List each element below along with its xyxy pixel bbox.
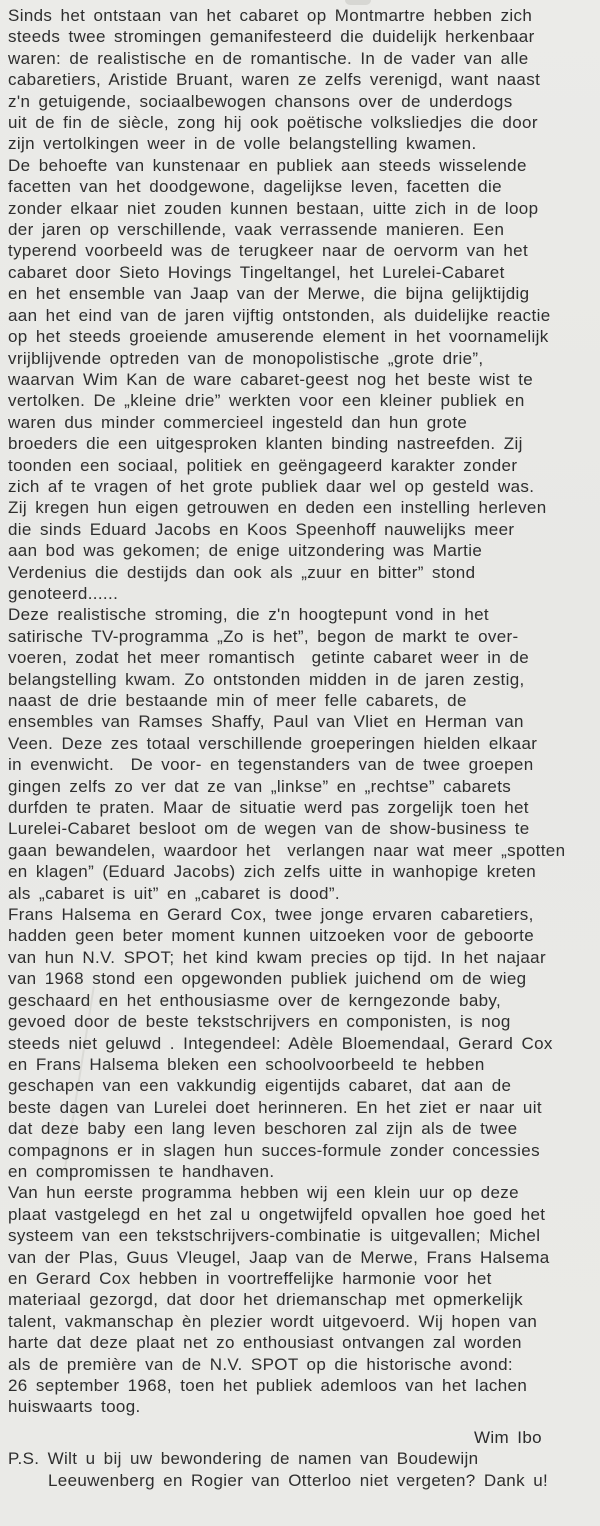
text-line: als de première van de N.V. SPOT op die historische avond: bbox=[8, 1354, 513, 1374]
text-line: in evenwicht. De voor- en tegenstanders van de twee groepen bbox=[8, 755, 534, 775]
text-line: aan het eind van de jaren vijftig ontstonden, als duidelijke reactie bbox=[8, 305, 551, 325]
text-line: gingen zelfs zo ver dat ze van „linkse” en „rechtse” cabarets bbox=[8, 776, 512, 796]
text-line: beste dagen van Lurelei doet herinneren. En het ziet er naar uit bbox=[8, 1097, 542, 1117]
text-line: Verdenius die destijds dan ook als „zuur en bitter” stond bbox=[8, 562, 476, 582]
text-line: De behoefte van kunstenaar en publiek aan steeds wisselende bbox=[8, 155, 527, 175]
text-line: harte dat deze plaat net zo enthousiast ontvangen zal worden bbox=[8, 1333, 522, 1353]
text-line: steeds twee stromingen gemanifesteerd die duidelijk herkenbaar bbox=[8, 27, 535, 47]
text-line: en het ensemble van Jaap van der Merwe, die bijna gelijktijdig bbox=[8, 284, 530, 304]
text-line: ensembles van Ramses Shaffy, Paul van Vliet en Herman van bbox=[8, 712, 524, 732]
text-line: der jaren op verschillende, vaak verrassende manieren. Een bbox=[8, 220, 505, 240]
text-line: compagnons er in slagen hun succes-formule zonder concessies bbox=[8, 1140, 540, 1160]
text-line: cabaret door Sieto Hovings Tingeltangel, het Lurelei-Cabaret bbox=[8, 262, 505, 282]
text-line: die sinds Eduard Jacobs en Koos Speenhoff nauwelijks meer bbox=[8, 519, 515, 539]
text-line: satirische TV-programma „Zo is het”, begon de markt te over- bbox=[8, 626, 519, 646]
text-line: broeders die een uitgesproken klanten binding nastreefden. Zij bbox=[8, 434, 523, 454]
text-line: systeem van een tekstschrijvers-combinatie is uitgevallen; Michel bbox=[8, 1226, 541, 1246]
text-line: geschapen van een vakkundig eigentijds cabaret, dat aan de bbox=[8, 1076, 512, 1096]
postscript-line: Leeuwenberg en Rogier van Otterloo niet vergeten? Dank u! bbox=[48, 1470, 549, 1490]
text-line: 26 september 1968, toen het publiek ademloos van het lachen bbox=[8, 1376, 528, 1395]
text-line: van hun N.V. SPOT; het kind kwam precies op tijd. In het najaar bbox=[8, 947, 546, 967]
text-line: van der Plas, Guus Vleugel, Jaap van de Merwe, Frans Halsema bbox=[8, 1247, 550, 1267]
liner-notes-text bbox=[8, 5, 596, 1491]
text-line: z'n getuigende, sociaalbewogen chansons over de underdogs bbox=[8, 91, 513, 111]
text-line: en Gerard Cox hebben in voortreffelijke harmonie voor het bbox=[8, 1268, 492, 1288]
text-line: materiaal gezorgd, dat door het driemanschap met opmerkelijk bbox=[8, 1290, 523, 1310]
text-line: toonden een sociaal, politiek en geëngageerd karakter zonder bbox=[8, 455, 518, 475]
text-line: hadden geen beter moment kunnen uitzoeken voor de geboorte bbox=[8, 926, 535, 946]
postscript bbox=[8, 1448, 596, 1491]
text-line: huiswaarts toog. bbox=[8, 1397, 141, 1417]
postscript-line: P.S. Wilt u bij uw bewondering de namen van Boudewijn bbox=[8, 1449, 479, 1469]
text-line: Veen. Deze zes totaal verschillende groeperingen hielden elkaar bbox=[8, 733, 538, 753]
text-line: cabaretiers, Aristide Bruant, waren ze zelfs verenigd, want naast bbox=[8, 70, 541, 90]
text-line: gevoed door de beste tekstschrijvers en componisten, is nog bbox=[8, 1012, 511, 1032]
text-line: waarvan Wim Kan de ware cabaret-geest nog het beste wist te bbox=[8, 369, 534, 389]
text-line: Deze realistische stroming, die z'n hoogtepunt vond in het bbox=[8, 605, 490, 625]
text-line: belangstelling kwam. Zo ontstonden midden in de jaren zestig, bbox=[8, 669, 525, 689]
text-line: Van hun eerste programma hebben wij een klein uur op deze bbox=[8, 1183, 519, 1203]
text-line: op het steeds groeiende amuserende element in het voornamelijk bbox=[8, 327, 549, 347]
text-line: waren: de realistische en de romantische. In de vader van alle bbox=[8, 48, 529, 68]
text-line: Sinds het ontstaan van het cabaret op Montmartre hebben zich bbox=[8, 6, 533, 25]
text-line: talent, vakmanschap èn plezier wordt uitgevoerd. Wij hopen van bbox=[8, 1311, 538, 1331]
text-line: genoteerd...... bbox=[8, 583, 119, 603]
text-line: facetten van het doodgewone, dagelijkse leven, facetten die bbox=[8, 177, 502, 197]
signature: Wim Ibo bbox=[474, 1427, 542, 1447]
text-line: uit de fin de siècle, zong hij ook poëtische volksliedjes die door bbox=[8, 113, 538, 133]
text-line: en Frans Halsema bleken een schoolvoorbeeld te hebben bbox=[8, 1054, 485, 1074]
text-line: aan bod was gekomen; de enige uitzondering was Martie bbox=[8, 541, 483, 561]
text-line: en compromissen te handhaven. bbox=[8, 1161, 275, 1181]
text-line: zijn vertolkingen weer in de volle belangstelling kwamen. bbox=[8, 134, 477, 154]
text-line: vrijblijvende optreden van de monopolistische „grote drie”, bbox=[8, 348, 484, 368]
text-line: gaan bewandelen, waardoor het verlangen naar wat meer „spotten bbox=[8, 840, 566, 860]
text-line: Frans Halsema en Gerard Cox, twee jonge ervaren cabaretiers, bbox=[8, 905, 534, 925]
text-line: geschaard en het enthousiasme over de kerngezonde baby, bbox=[8, 990, 502, 1010]
text-line: en klagen” (Eduard Jacobs) zich zelfs uitte in wanhopige kreten bbox=[8, 862, 537, 882]
text-line: dat deze baby een lang leven beschoren zal zijn als de twee bbox=[8, 1119, 518, 1139]
text-line: als „cabaret is uit” en „cabaret is dood”. bbox=[8, 883, 340, 903]
text-line: steeds niet geluwd . Integendeel: Adèle Bloemendaal, Gerard Cox bbox=[8, 1033, 553, 1053]
text-line: Lurelei-Cabaret besloot om de wegen van de show-business te bbox=[8, 819, 530, 839]
text-line: van 1968 stond een opgewonden publiek juichend om de wieg bbox=[8, 969, 527, 989]
text-line: naast de drie bestaande min of meer felle cabarets, de bbox=[8, 691, 467, 710]
text-line: durfden te praten. Maar de situatie werd pas zorgelijk toen het bbox=[8, 798, 529, 818]
text-line: voeren, zodat het meer romantisch getinte cabaret weer in de bbox=[8, 648, 530, 668]
text-line: waren dus minder commercieel ingesteld dan hun grote bbox=[8, 412, 468, 432]
text-line: zonder elkaar niet zouden kunnen bestaan, uitte zich in de loop bbox=[8, 198, 539, 218]
text-line: Zij kregen hun eigen getrouwen en deden een instelling herleven bbox=[8, 498, 547, 518]
text-line: zich af te vragen of het grote publiek daar wel op gesteld was. bbox=[8, 476, 535, 496]
body-paragraphs bbox=[8, 5, 596, 1418]
text-line: typerend voorbeeld was de terugkeer naar de oervorm van het bbox=[8, 241, 529, 261]
text-line: vertolken. De „kleine drie” werkten voor een kleiner publiek en bbox=[8, 391, 525, 411]
text-line: plaat vastgelegd en het zal u ongetwijfeld opvallen hoe goed het bbox=[8, 1204, 546, 1224]
